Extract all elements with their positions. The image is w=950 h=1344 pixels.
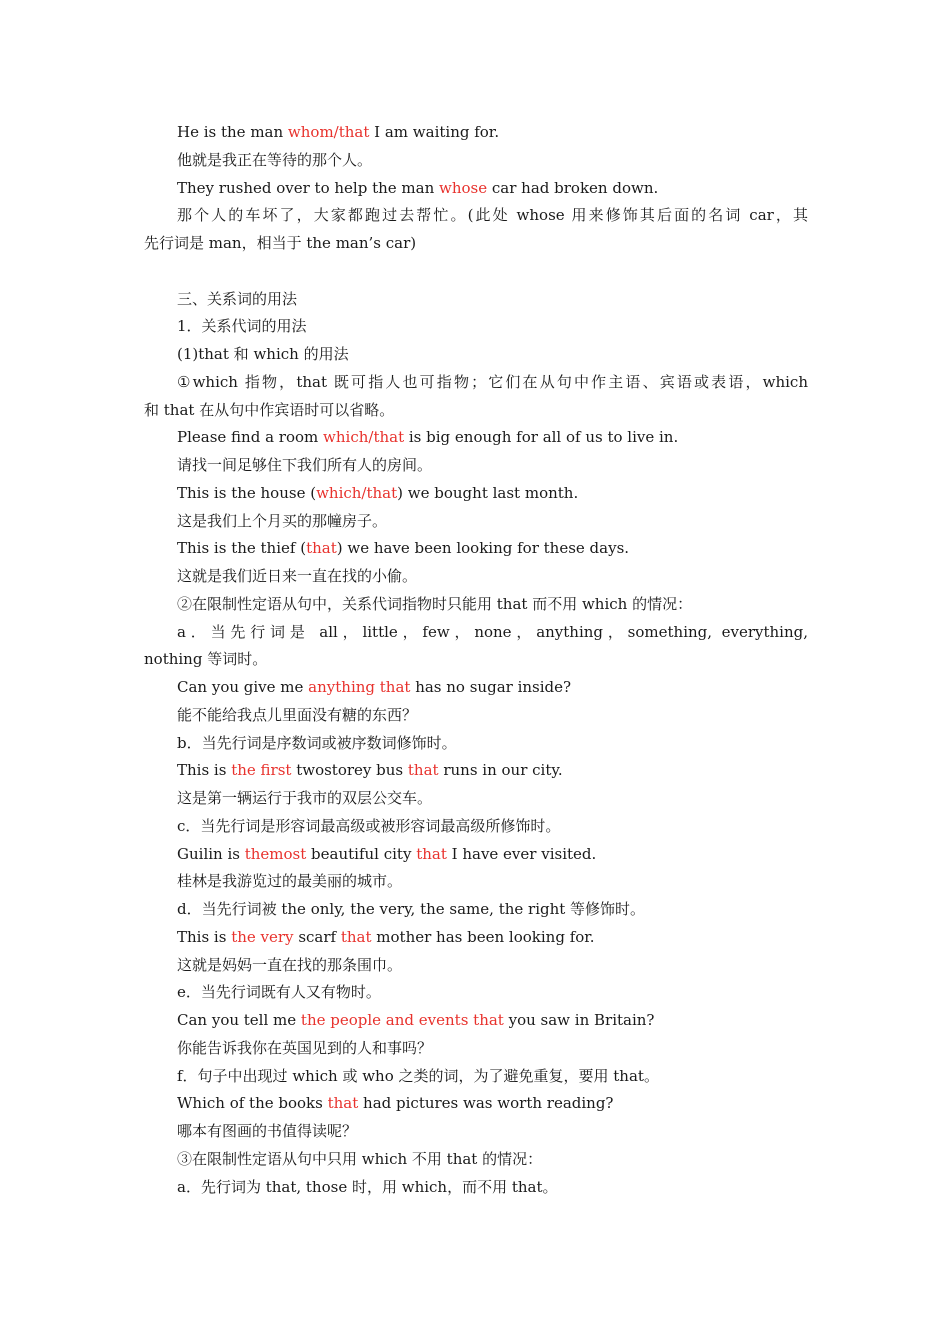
- highlighted-text: that: [416, 844, 447, 863]
- text-segment: 这就是妈妈一直在找的那条围巾。: [177, 955, 403, 974]
- text-segment: 哪本有图画的书值得读呢？: [177, 1122, 358, 1140]
- text-segment: This is: [177, 927, 232, 946]
- text-line: [144, 841, 808, 869]
- text-segment: f．句子中出现过 which 或 who 之类的词，为了避免重复，要用 that。: [177, 1066, 659, 1085]
- text-segment: runs in our city.: [438, 761, 563, 780]
- text-line: [144, 813, 808, 841]
- text-line: [144, 369, 808, 397]
- text-line: [144, 424, 808, 452]
- text-segment: They rushed over to help the man: [177, 178, 440, 197]
- text-line: [144, 646, 808, 674]
- text-segment: mother has been looking for.: [371, 927, 595, 946]
- text-segment: This is the house (: [177, 483, 317, 502]
- text-segment: c．当先行词是形容词最高级或被形容词最高级所修饰时。: [177, 816, 561, 835]
- text-segment: Please find a room: [177, 428, 324, 447]
- text-segment: 和 that 在从句中作宾语时可以省略。: [144, 400, 395, 419]
- text-segment: is big enough for all of us to live in.: [404, 428, 679, 447]
- text-segment: I am waiting for.: [369, 123, 500, 141]
- text-line: [144, 313, 808, 341]
- text-segment: 能不能给我点儿里面没有糖的东西？: [177, 705, 418, 724]
- text-segment: 这就是我们近日来一直在找的小偷。: [177, 567, 418, 585]
- text-segment: nothing 等词时。: [144, 650, 268, 669]
- text-segment: 1．关系代词的用法: [177, 317, 307, 336]
- text-line: [144, 674, 808, 702]
- text-segment: ③在限制性定语从句中只用 which 不用 that 的情况：: [177, 1149, 543, 1168]
- text-segment: ②在限制性定语从句中，关系代词指物时只能用 that 而不用 which 的情况：: [177, 594, 693, 613]
- text-segment: b．当先行词是序数词或被序数词修饰时。: [177, 733, 457, 752]
- text-segment: a．先行词为 that, those 时，用 which，而不用 that。: [177, 1177, 558, 1196]
- text-line: [144, 508, 808, 536]
- text-segment: He is the man: [177, 123, 288, 141]
- text-line: [144, 341, 808, 369]
- highlighted-text: the people and events that: [300, 1011, 504, 1029]
- text-segment: Which of the books: [177, 1094, 328, 1113]
- text-line: [144, 119, 808, 147]
- text-segment: has no sugar inside?: [410, 678, 572, 696]
- text-line: [144, 868, 808, 896]
- text-segment: Can you give me: [177, 678, 309, 696]
- text-segment: I have ever visited.: [446, 844, 597, 863]
- text-segment: 请找一间足够住下我们所有人的房间。: [177, 456, 433, 474]
- text-line: [144, 202, 808, 230]
- highlighted-text: which/that: [316, 483, 398, 502]
- text-segment: d．当先行词被 the only, the very, the same, the right 等修饰时。: [177, 900, 646, 918]
- text-segment: (1)that 和 which 的用法: [177, 345, 349, 363]
- text-segment: 这是我们上个月买的那幢房子。: [177, 511, 388, 530]
- text-line: [144, 924, 808, 952]
- text-line: [144, 175, 808, 203]
- text-segment: This is the thief (: [177, 539, 307, 558]
- text-line: [144, 591, 808, 619]
- text-segment: 你能告诉我你在英国见到的人和事吗？: [177, 1038, 433, 1057]
- text-segment: 桂林是我游览过的最美丽的城市。: [177, 872, 403, 891]
- text-line: [144, 147, 808, 175]
- text-line: [144, 952, 808, 980]
- text-segment: ) we bought last month.: [397, 483, 579, 502]
- text-line: [144, 979, 808, 1007]
- text-line: [144, 730, 808, 758]
- text-segment: e．当先行词既有人又有物时。: [177, 983, 381, 1002]
- highlighted-text: whose: [439, 178, 488, 197]
- text-line: [144, 230, 808, 258]
- text-segment: 这是第一辆运行于我市的双层公交车。: [177, 789, 433, 807]
- text-segment: Can you tell me: [177, 1011, 301, 1029]
- text-segment: had pictures was worth reading?: [358, 1094, 614, 1113]
- highlighted-text: which/that: [323, 428, 405, 447]
- text-line: [144, 480, 808, 508]
- text-segment: car had broken down.: [487, 178, 659, 197]
- text-line: [144, 1174, 808, 1202]
- text-line: [144, 1035, 808, 1063]
- text-segment: beautiful city: [306, 844, 417, 863]
- text-line: [144, 563, 808, 591]
- text-line: [144, 1063, 808, 1091]
- text-line: [144, 1146, 808, 1174]
- text-segment: 那个人的车坏了，大家都跑过去帮忙。(此处 whose 用来修饰其后面的名词 car，其: [177, 206, 808, 225]
- text-line: [144, 452, 808, 480]
- text-segment: Guilin is: [177, 844, 245, 863]
- text-segment: 三、关系词的用法: [177, 289, 298, 308]
- text-line: [144, 397, 808, 425]
- text-segment: twostorey bus: [291, 761, 408, 780]
- text-line: [144, 286, 808, 314]
- text-segment: ) we have been looking for these days.: [336, 539, 630, 558]
- text-segment: 他就是我正在等待的那个人。: [177, 150, 373, 169]
- text-segment: ①which 指物，that 既可指人也可指物；它们在从句中作主语、宾语或表语，which: [177, 372, 808, 391]
- highlighted-text: anything that: [308, 678, 411, 696]
- text-segment: you saw in Britain?: [503, 1011, 655, 1029]
- text-segment: 先行词是 man，相当于 the man’s car): [144, 234, 417, 252]
- text-line: [144, 619, 808, 647]
- highlighted-text: that: [340, 927, 372, 946]
- text-line: [144, 785, 808, 813]
- text-line: [144, 1007, 808, 1035]
- highlighted-text: that: [306, 539, 337, 558]
- highlighted-text: the first: [231, 761, 292, 780]
- highlighted-text: that: [407, 761, 439, 780]
- text-line: [144, 1090, 808, 1118]
- text-line: [144, 896, 808, 924]
- text-segment: a．当先行词是 all，little，few，none，anything，something, everything,: [177, 622, 808, 641]
- blank-line: [144, 258, 808, 286]
- text-line: [144, 535, 808, 563]
- document-body: [144, 119, 808, 1201]
- text-segment: scarf: [293, 927, 341, 946]
- text-line: [144, 702, 808, 730]
- highlighted-text: that: [327, 1094, 359, 1113]
- text-line: [144, 1118, 808, 1146]
- text-segment: This is: [177, 761, 232, 780]
- text-line: [144, 757, 808, 785]
- highlighted-text: whom/that: [287, 123, 370, 141]
- highlighted-text: themost: [244, 844, 307, 863]
- highlighted-text: the very: [231, 927, 294, 946]
